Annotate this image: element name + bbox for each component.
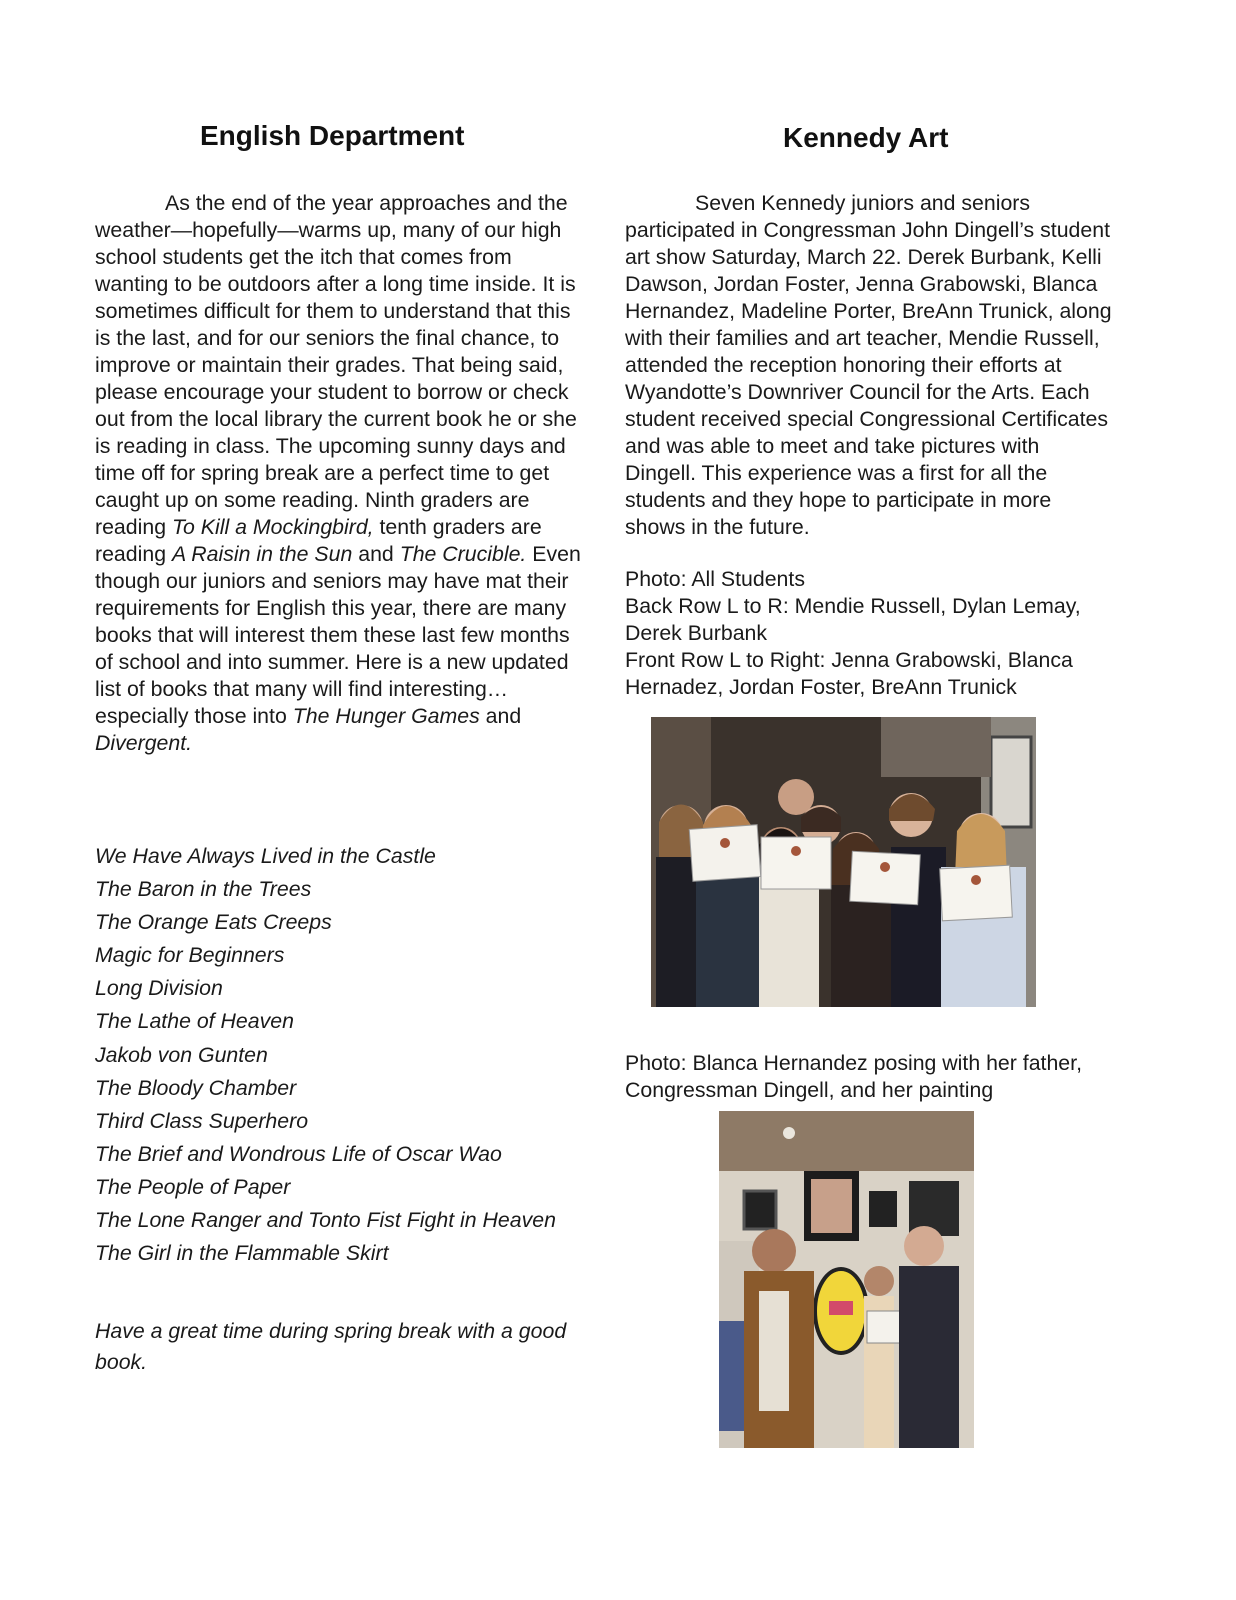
book-list — [95, 840, 556, 1270]
book-title: Long Division — [95, 976, 223, 1001]
book-title: The People of Paper — [95, 1174, 291, 1199]
book-title: The Lone Ranger and Tonto Fist Fight in Heaven — [95, 1208, 556, 1233]
book-title: The Girl in the Flammable Skirt — [95, 1241, 389, 1266]
english-intro-paragraph: As the end of the year approaches and the weather—hopefully—warms up, many of our high school students get the itch that comes from wanting to be outdoors after a long time inside. It is sometimes difficult for them to understand that this is the last, and for our seniors the final chance, to improve or maintain their grades. That being said, please encourage your student to borrow or check out from the local library the current book he or she is reading in class. The upcoming sunny days and time off for spring break are a perfect time to get caught up on some reading. Ninth graders are reading To Kill a Mockingbird, tenth graders are reading A Raisin in the Sun and The Crucible. Even though our juniors and seniors may have mat their requirements for English this year, there are many books that will interest them these last few months of school and into summer. Here is a new updated list of books that many will find interesting…especially those into The Hunger Games and Divergent. — [95, 191, 581, 755]
book-title: The Bloody Chamber — [95, 1075, 297, 1100]
book-title: The Orange Eats Creeps — [95, 910, 332, 935]
book-title: Magic for Beginners — [95, 943, 285, 968]
blanca-photo — [719, 1111, 974, 1448]
book-title: Jakob von Gunten — [95, 1042, 268, 1067]
art-paragraph: Seven Kennedy juniors and seniors participated in Congressman John Dingell’s student art show Saturday, March 22. Derek Burbank, Kelli Dawson, Jordan Foster, Jenna Grabowski, Blanca Hernandez, Madeline Porter, BreAnn Trunick, along with their families and art teacher, Mendie Russell, attended the reception honoring their efforts at Wyandotte’s Downriver Council for the Arts. Each student received special Congressional Certificates and was able to meet and take pictures with Dingell. This experience was a first for all the students and they hope to participate in more shows in the future. — [625, 191, 1112, 539]
photo-caption-all-students: Photo: All Students Back Row L to R: Mendie Russell, Dylan Lemay, Derek Burbank Front Row L to Right: Jenna Grabowski, Blanca Hernadez, Jordan Foster, BreAnn Trunick — [625, 567, 1081, 699]
group-photo — [651, 717, 1036, 1007]
book-title: Third Class Superhero — [95, 1108, 309, 1133]
english-heading: English Department — [200, 120, 465, 151]
book-title: The Brief and Wondrous Life of Oscar Wao — [95, 1141, 502, 1166]
book-title: We Have Always Lived in the Castle — [95, 844, 436, 868]
photo-caption-blanca: Photo: Blanca Hernandez posing with her father, Congressman Dingell, and her painting — [625, 1051, 1082, 1102]
closing-note: Have a great time during spring break with a good book. — [95, 1319, 567, 1374]
art-heading: Kennedy Art — [783, 122, 949, 153]
book-title: The Lathe of Heaven — [95, 1009, 294, 1034]
book-title: The Baron in the Trees — [95, 877, 312, 902]
